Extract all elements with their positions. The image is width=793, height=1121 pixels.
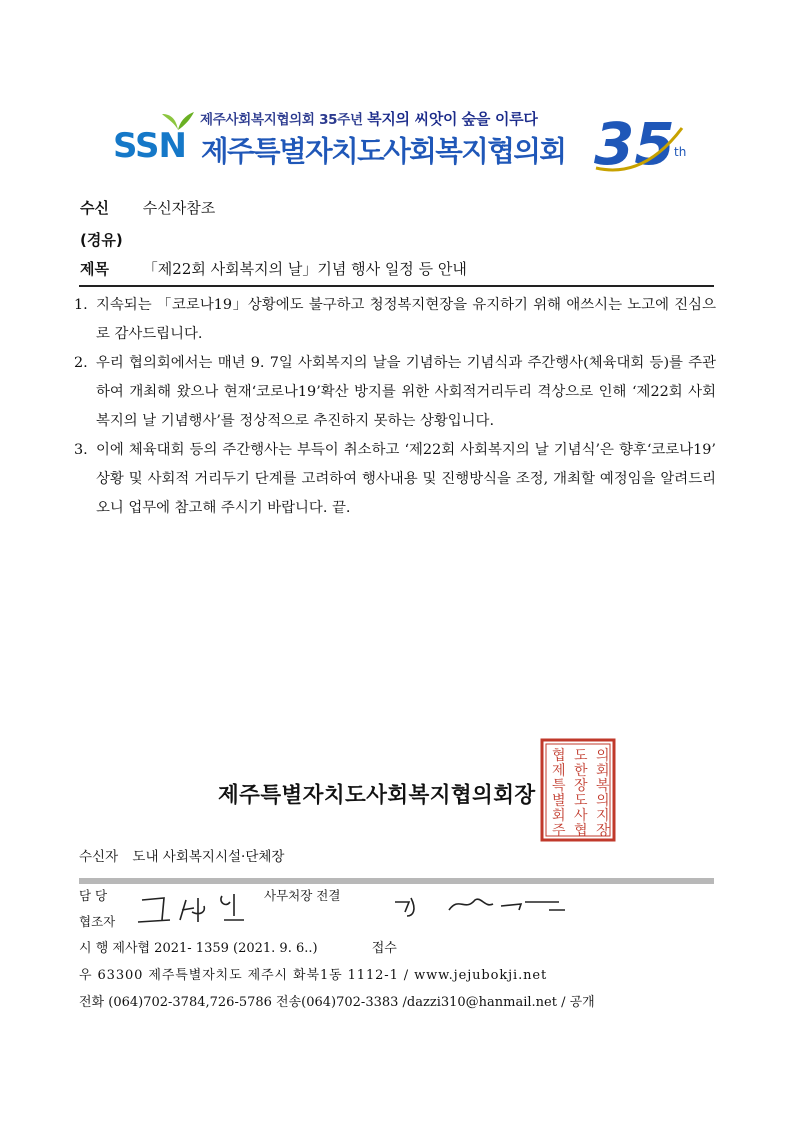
seal-character: 지 — [596, 808, 610, 824]
recipients-row — [79, 845, 284, 865]
recipient-row — [80, 197, 215, 218]
enforcement-row — [79, 937, 397, 956]
drafter-label: 담 당 — [79, 888, 108, 903]
paragraph-2 — [74, 349, 716, 436]
cooperation-label: 협조자 — [79, 914, 116, 929]
recipient-label: 수신 — [80, 199, 109, 217]
seal-character: 협 — [552, 748, 566, 764]
paragraph-number: 3. — [74, 442, 88, 458]
official-seal — [540, 738, 616, 842]
recipients-label: 수신자 — [79, 849, 119, 865]
org-title: 제주특별자치도사회복지협의회 — [201, 135, 566, 168]
slogan-accent: 복지의 씨앗이 — [367, 110, 458, 128]
subject-label: 제목 — [80, 260, 109, 278]
paragraph-1 — [74, 291, 716, 349]
anniversary-35-emblem — [592, 108, 702, 176]
receipt-label: 접수 — [371, 941, 397, 956]
via-row — [80, 229, 138, 250]
subject-value: 「제22회 사회복지의 날」기념 행사 일정 등 안내 — [142, 260, 467, 278]
subject-row — [80, 258, 467, 279]
drafter-signature — [134, 886, 254, 930]
paragraph-text: 지속되는 「코로나19」상황에도 불구하고 청정복지현장을 유지하기 위해 애쓰시는 노고에 진심으로 감사드립니다. — [96, 297, 716, 342]
slogan-suffix: 숲을 이루다 — [461, 110, 538, 128]
paragraph-number: 2. — [74, 355, 88, 371]
seal-character: 한 — [574, 763, 588, 779]
seal-character: 주 — [552, 823, 566, 839]
seal-character: 특 — [552, 778, 566, 794]
seal-character: 의 — [596, 793, 610, 809]
slogan-prefix: 제주사회복지협의회 35주년 — [200, 112, 363, 128]
anniversary-slogan — [200, 108, 538, 129]
enforcement-info: 시 행 제사협 2021- 1359 (2021. 9. 6..) — [79, 941, 318, 956]
sender-name: 제주특별자치도사회복지협의회장 — [218, 783, 536, 808]
chief-signature — [389, 890, 579, 920]
seal-character: 장 — [574, 778, 588, 794]
seal-character: 도 — [574, 793, 588, 809]
seal-character: 별 — [552, 793, 566, 809]
chief-approval-label: 사무처장 전결 — [264, 888, 341, 903]
seal-character: 복 — [596, 778, 610, 794]
paragraph-3 — [74, 436, 716, 523]
via-label: (경유) — [80, 231, 123, 249]
seal-character: 장 — [596, 823, 610, 839]
seal-character: 협 — [574, 823, 588, 839]
letterhead — [105, 108, 705, 188]
seal-character: 도 — [574, 748, 588, 764]
paragraph-text: 이에 체육대회 등의 주간행사는 부득이 취소하고 ‘제22회 사회복지의 날 기념식’은 향후‘코로나19’ 상황 및 사회적 거리두기 단계를 고려하여 행사내용 및 진행방식을 조정, 개최할 예정임을 알려드리오니 업무에 참고해 주시기 바랍니다. 끝. — [96, 442, 716, 516]
recipient-value: 수신자참조 — [142, 199, 216, 217]
seal-character: 사 — [574, 808, 588, 824]
body-paragraphs — [74, 291, 716, 523]
anniversary-suffix: th — [674, 145, 687, 159]
approval-block — [79, 886, 719, 936]
paragraph-number: 1. — [74, 297, 88, 313]
anniversary-number: 35 — [594, 110, 675, 176]
seal-character: 의 — [596, 748, 610, 764]
approval-divider — [79, 878, 714, 884]
contact-line: 전화 (064)702-3784,726-5786 전송(064)702-3383 /dazzi310@hanmail.net / 공개 — [79, 995, 595, 1010]
ssn-logo: SSN — [113, 126, 186, 166]
seal-character: 제 — [552, 763, 566, 779]
seal-character: 회 — [552, 808, 566, 824]
header-divider — [79, 285, 714, 287]
paragraph-text: 우리 협의회에서는 매년 9. 7일 사회복지의 날을 기념하는 기념식과 주간행사(체육대회 등)를 주관하여 개최해 왔으나 현재‘코로나19’확산 방지를 위한 사회적거리두리 격상으로 인해 ‘제22회 사회복지의 날 기념행사’를 정상적으로 추진하지 못하는 상황입니다. — [96, 355, 716, 429]
address-line: 우 63300 제주특별자치도 제주시 화북1동 1112-1 / www.jejubokji.net — [79, 968, 548, 983]
seal-character: 회 — [596, 763, 610, 779]
recipients-value: 도내 사회복지시설·단체장 — [132, 849, 285, 865]
